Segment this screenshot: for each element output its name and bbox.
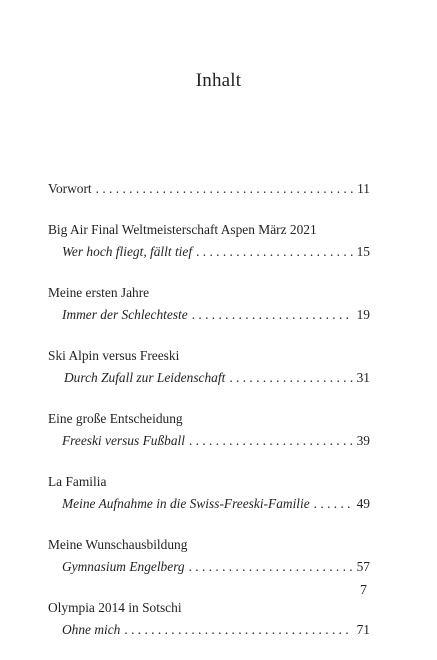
toc-page-number: 31 — [356, 370, 370, 385]
toc-entry — [48, 219, 370, 263]
toc-subline — [48, 304, 370, 326]
toc-entry — [48, 345, 370, 389]
toc-entry — [48, 597, 370, 641]
toc-subline — [48, 619, 370, 641]
toc-entry — [48, 471, 370, 515]
table-of-contents — [48, 178, 370, 660]
toc-entry-title: Olympia 2014 in Sotschi — [48, 600, 182, 615]
toc-line — [48, 408, 370, 430]
toc-entry-title: Big Air Final Weltmeisterschaft Aspen März 2021 — [48, 222, 317, 237]
toc-entry-subtitle: Gymnasium Engelberg — [62, 559, 185, 574]
toc-entry-title: Vorwort — [48, 181, 92, 196]
toc-entry-subtitle: Immer der Schlechteste — [62, 307, 188, 322]
dot-leader — [314, 493, 353, 515]
toc-line — [48, 345, 370, 367]
toc-line — [48, 178, 370, 200]
toc-entry-subtitle: Freeski versus Fußball — [62, 433, 185, 448]
toc-page-number: 39 — [356, 433, 370, 448]
dot-leader — [192, 304, 353, 326]
toc-line — [48, 534, 370, 556]
toc-page-number: 11 — [357, 181, 370, 196]
toc-entry-title: Meine Wunschausbildung — [48, 537, 188, 552]
toc-page-number: 57 — [356, 559, 370, 574]
toc-entry-subtitle: Ohne mich — [62, 622, 121, 637]
toc-entry — [48, 178, 370, 200]
toc-entry — [48, 534, 370, 578]
toc-entry-subtitle: Durch Zufall zur Leidenschaft — [64, 370, 226, 385]
toc-title: Inhalt — [195, 70, 242, 91]
toc-page-number: 19 — [356, 307, 370, 322]
dot-leader — [96, 178, 353, 200]
toc-line — [48, 597, 370, 619]
page-number: 7 — [360, 583, 367, 598]
toc-line — [48, 219, 370, 241]
toc-page-number: 49 — [356, 496, 370, 511]
toc-subline — [48, 367, 370, 389]
toc-entry — [48, 282, 370, 326]
dot-leader — [189, 430, 353, 452]
dot-leader — [196, 241, 353, 263]
toc-page-number: 15 — [356, 244, 370, 259]
toc-subline — [48, 241, 370, 263]
toc-entry — [48, 408, 370, 452]
toc-line — [48, 471, 370, 493]
dot-leader — [124, 619, 352, 641]
toc-subline — [48, 430, 370, 452]
dot-leader — [189, 556, 353, 578]
toc-line — [48, 282, 370, 304]
toc-page-number: 71 — [356, 622, 370, 637]
toc-entry-subtitle: Meine Aufnahme in die Swiss-Freeski-Familie — [62, 496, 310, 511]
toc-entry-subtitle: Wer hoch fliegt, fällt tief — [62, 244, 193, 259]
toc-entry-title: Meine ersten Jahre — [48, 285, 150, 300]
toc-subline — [48, 556, 370, 578]
toc-entry-title: Eine große Entscheidung — [48, 411, 183, 426]
dot-leader — [229, 367, 352, 389]
toc-subline — [48, 493, 370, 515]
toc-entry-title: Ski Alpin versus Freeski — [48, 348, 180, 363]
toc-entry-title: La Familia — [48, 474, 107, 489]
